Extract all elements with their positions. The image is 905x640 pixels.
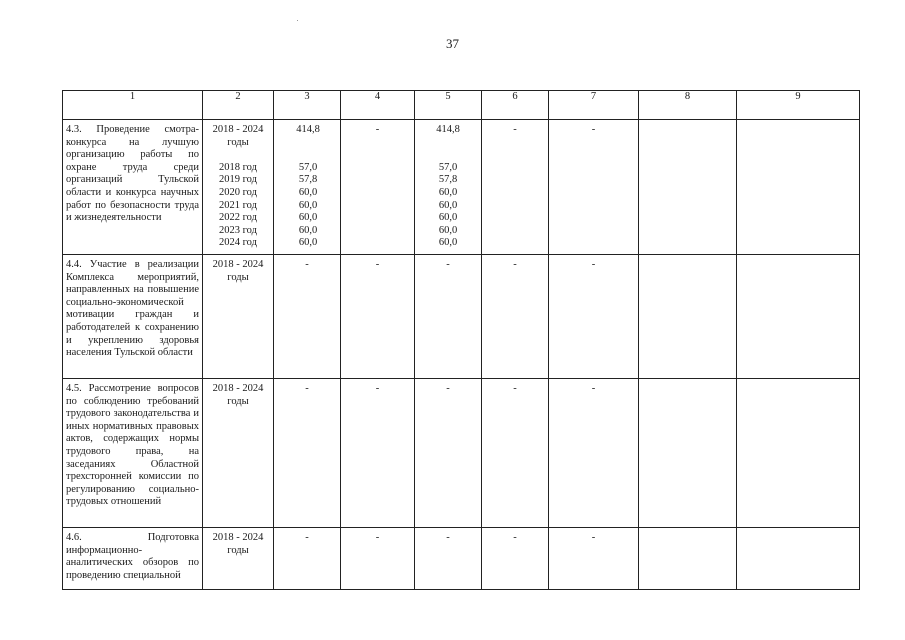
activity-name: 4.3. Проведение смотра-конкурса на лучшую организацию работы по охране труда среди организаций Тульской области и конкурса научных работ по безопасности труда и жизнедеятельности: [63, 120, 203, 255]
period-cell: 2018 - 2024 годы: [203, 528, 274, 590]
year-label: 2023 год: [219, 224, 257, 236]
col5-value: 57,0: [438, 161, 458, 173]
col5-cell: -: [415, 528, 482, 590]
col9-cell: [737, 528, 860, 590]
spacer: [274, 149, 340, 162]
header-cell-8: 8: [639, 91, 737, 120]
header-cell-5: 5: [415, 91, 482, 120]
col6-cell: -: [482, 255, 549, 379]
activity-name: 4.5. Рассмотрение вопросов по соблюдению требований трудового законодательства и иных нормативных правовых актов, содержащих нормы трудового права, на заседаниях Областной трехсторонней комиссии по регулированию социально-трудовых отношений: [63, 379, 203, 528]
col4-cell: -: [341, 528, 415, 590]
col5-value: 60,0: [438, 224, 458, 236]
col3-value: 60,0: [298, 199, 318, 211]
col6-cell: -: [482, 120, 549, 255]
col4-cell: -: [341, 120, 415, 255]
page-number: 37: [446, 36, 459, 51]
year-label: 2019 год: [219, 174, 257, 186]
col3-value: 57,8: [298, 174, 318, 186]
header-row: [63, 91, 860, 120]
period-cell: [203, 120, 274, 255]
activity-name: 4.6. Подготовка информационно-аналитических обзоров по проведению специальной: [63, 528, 203, 590]
col4-cell: -: [341, 255, 415, 379]
col5-cell: [415, 120, 482, 255]
col5-value: 57,8: [438, 174, 458, 186]
col9-cell: [737, 255, 860, 379]
col3-cell: -: [274, 379, 341, 528]
spacer: [203, 149, 273, 162]
year-label: 2018 год: [219, 161, 257, 173]
col6-cell: -: [482, 379, 549, 528]
period-cell: 2018 - 2024 годы: [203, 255, 274, 379]
col5-value: 60,0: [438, 237, 458, 249]
col5-total: 414,8: [436, 124, 460, 135]
header-cell-2: 2: [203, 91, 274, 120]
year-label: 2024 год: [219, 237, 257, 249]
year-label: 2021 год: [219, 199, 257, 211]
col7-cell: -: [549, 379, 639, 528]
col7-cell: -: [549, 120, 639, 255]
table-row: [63, 379, 860, 528]
col3-cell: -: [274, 255, 341, 379]
table-row: [63, 255, 860, 379]
col5-value: 60,0: [438, 212, 458, 224]
spacer: [415, 137, 481, 150]
col7-cell: -: [549, 528, 639, 590]
col5-value: 60,0: [438, 199, 458, 211]
col3-cell: -: [274, 528, 341, 590]
col6-cell: -: [482, 528, 549, 590]
col3-value: 60,0: [298, 224, 318, 236]
spacer: [274, 137, 340, 150]
header-cell-7: 7: [549, 91, 639, 120]
col5-value: 60,0: [438, 186, 458, 198]
period-cell: 2018 - 2024 годы: [203, 379, 274, 528]
table-row: [63, 528, 860, 590]
col8-cell: [639, 255, 737, 379]
year-label: 2022 год: [219, 212, 257, 224]
col3-value: 57,0: [298, 161, 318, 173]
col9-cell: [737, 379, 860, 528]
header-cell-4: 4: [341, 91, 415, 120]
col8-cell: [639, 528, 737, 590]
scan-speck: [297, 20, 298, 21]
program-table: [62, 90, 860, 590]
activity-name: 4.4. Участие в реализации Комплекса мероприятий, направленных на повышение социально-экономической мотивации граждан и работодателей к сохранению и укреплению здоровья населения Тульской области: [63, 255, 203, 379]
table-row: [63, 120, 860, 255]
year-label: 2020 год: [219, 186, 257, 198]
spacer: [415, 149, 481, 162]
col3-value: 60,0: [298, 212, 318, 224]
col5-cell: -: [415, 255, 482, 379]
col9-cell: [737, 120, 860, 255]
col3-total: 414,8: [296, 124, 320, 135]
col3-value: 60,0: [298, 186, 318, 198]
col4-cell: -: [341, 379, 415, 528]
col3-value: 60,0: [298, 237, 318, 249]
col3-cell: [274, 120, 341, 255]
period-text: 2018 - 2024 годы: [212, 124, 264, 148]
col7-cell: -: [549, 255, 639, 379]
col5-cell: -: [415, 379, 482, 528]
col8-cell: [639, 379, 737, 528]
header-cell-6: 6: [482, 91, 549, 120]
header-cell-3: 3: [274, 91, 341, 120]
header-cell-1: 1: [63, 91, 203, 120]
header-cell-9: 9: [737, 91, 860, 120]
col8-cell: [639, 120, 737, 255]
